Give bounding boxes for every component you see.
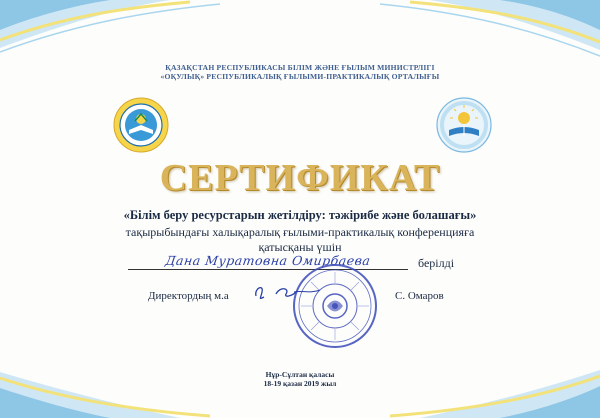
signatory-name: С. Омаров [395,290,444,302]
ministry-emblem-icon [113,97,169,153]
description-line-1: тақырыбындағы халықаралық ғылыми-практикалық конференцияға [125,225,475,239]
handwritten-signature-icon [250,280,340,304]
footer-city: Нұр-Сұлтан қаласы [265,370,335,379]
official-seal-icon [292,263,378,349]
center-header: «ОҚУЛЫҚ» РЕСПУБЛИКАЛЫҚ ҒЫЛЫМИ-ПРАКТИКАЛЫҚ ОРТАЛЫҒЫ [160,72,440,81]
conference-topic: «Білім беру ресурстарын жетілдіру: тәжірибе және болашағы» [123,208,477,222]
ministry-header: ҚАЗАҚСТАН РЕСПУБЛИКАСЫ БІЛІМ ЖӘНЕ ҒЫЛЫМ МИНИСТРЛІГІ [165,63,435,72]
description-line-2: қатысқаны үшін [258,240,342,254]
recipient-name: Дана Муратовна Омирбаева [164,253,372,268]
footer-date: 18-19 қазан 2019 жыл [263,379,337,388]
certificate-title: СЕРТИФИКАТ [159,157,441,199]
okulyk-center-emblem-icon [435,96,493,154]
given-label: берілді [418,256,455,270]
signatory-role: Директордың м.а [148,290,229,302]
